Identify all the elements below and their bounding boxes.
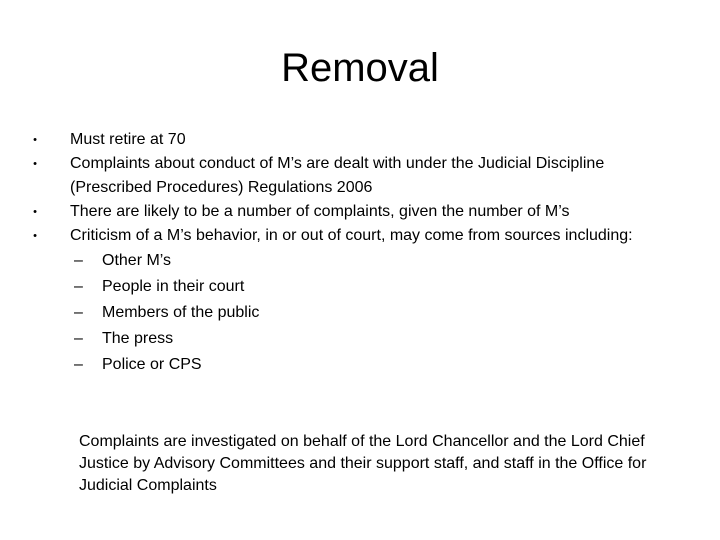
bullet-text: There are likely to be a number of complaints, given the number of M’s [70, 203, 570, 220]
sub-bullet-text: Police or CPS [102, 356, 202, 373]
dash-icon: – [74, 252, 83, 269]
sub-bullet-text: Other M’s [102, 252, 172, 269]
slide-title: Removal [281, 46, 439, 90]
sub-list-item [28, 248, 688, 274]
dash-icon: – [74, 356, 83, 373]
bullet-icon: • [33, 158, 37, 170]
bullet-icon: • [33, 230, 37, 242]
bullet-icon: • [33, 206, 37, 218]
closing-note: Complaints are investigated on behalf of the Lord Chancellor and the Lord Chief Justice by Advisory Committees and their support staff, and staff in the Office for Judicial Complaints [79, 433, 647, 494]
sub-list-item [28, 326, 688, 352]
list-item [28, 152, 688, 200]
sub-list-item [28, 352, 688, 378]
list-item [28, 224, 688, 378]
bullet-text: Complaints about conduct of M’s are dealt with under the Judicial Discipline (Prescribed Procedures) Regulations 2006 [70, 155, 605, 196]
sub-bullet-text: Members of the public [102, 304, 260, 321]
sub-bullet-text: People in their court [102, 278, 245, 295]
list-item [28, 200, 688, 224]
sub-bullet-list [70, 248, 688, 378]
list-item [28, 128, 688, 152]
bullet-icon: • [33, 134, 37, 146]
bullet-text: Must retire at 70 [70, 131, 186, 148]
sub-list-item [28, 274, 688, 300]
bullet-list [28, 128, 688, 378]
bullet-text: Criticism of a M’s behavior, in or out of court, may come from sources including: [70, 227, 633, 244]
dash-icon: – [74, 278, 83, 295]
dash-icon: – [74, 304, 83, 321]
sub-list-item [28, 300, 688, 326]
dash-icon: – [74, 330, 83, 347]
sub-bullet-text: The press [102, 330, 174, 347]
